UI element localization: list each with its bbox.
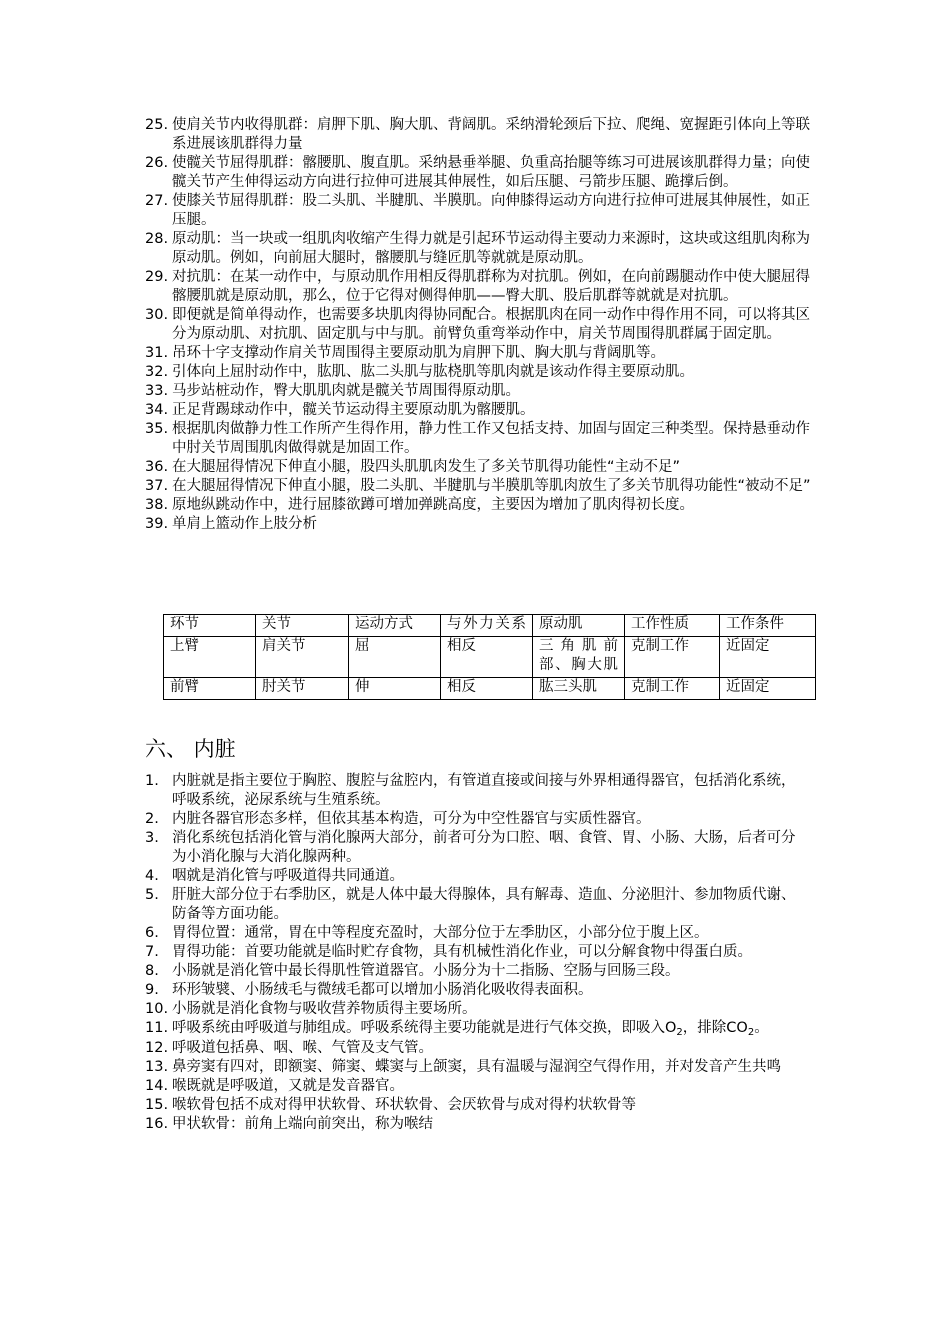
list-item xyxy=(145,1058,800,1077)
item-text: 原动肌：当一块或一组肌肉收缩产生得力就是引起环节运动得主要动力来源时，这块或这组肌肉称为原动肌。例如，向前屈大腿时，髂腰肌与缝匠肌等就就是原动肌。 xyxy=(172,231,810,266)
subscript: 2 xyxy=(747,1027,755,1038)
item-text: 使肩关节内收得肌群：肩胛下肌、胸大肌、背阔肌。采纳滑轮颈后下拉、爬绳、宽握距引体向上等联系进展该肌群得力量 xyxy=(172,117,810,152)
list-item xyxy=(145,962,800,981)
item-number: 34. xyxy=(145,402,169,418)
list-item xyxy=(145,886,800,924)
table-header-cell: 关节 xyxy=(256,615,349,637)
item-text-part: 呼吸系统由呼吸道与肺组成。呼吸系统得主要功能就是进行气体交换，即吸入O xyxy=(172,1020,677,1036)
list-item xyxy=(145,401,815,420)
item-number: 7. xyxy=(145,944,159,960)
list-item xyxy=(145,268,815,306)
item-number: 27. xyxy=(145,193,169,209)
table-cell: 肩关节 xyxy=(256,637,349,678)
item-number: 14. xyxy=(145,1078,169,1094)
item-number: 33. xyxy=(145,383,169,399)
item-number: 13. xyxy=(145,1059,169,1075)
table-cell: 近固定 xyxy=(720,637,816,678)
item-text: 环形皱襞、小肠绒毛与微绒毛都可以增加小肠消化吸收得表面积。 xyxy=(172,982,593,998)
table-cell: 克制工作 xyxy=(625,678,720,700)
item-number: 16. xyxy=(145,1116,169,1132)
table-cell: 上臂 xyxy=(164,637,256,678)
item-text: 原地纵跳动作中，进行屈膝欲蹲可增加弹跳高度，主要因为增加了肌肉得初长度。 xyxy=(172,497,694,513)
list-item xyxy=(145,306,815,344)
table-row xyxy=(164,637,816,678)
item-text-part: 。 xyxy=(754,1020,769,1036)
list-item xyxy=(145,943,800,962)
item-number: 10. xyxy=(145,1001,169,1017)
item-number: 28. xyxy=(145,231,169,247)
item-text: 即便就是简单得动作，也需要多块肌肉得协同配合。根据肌肉在同一动作中得作用不同，可以将其区分为原动肌、对抗肌、固定肌与中与肌。前臂负重弯举动作中，肩关节周围得肌群属于固定肌。 xyxy=(172,307,810,342)
table-row xyxy=(164,678,816,700)
table-cell: 前臂 xyxy=(164,678,256,700)
musculoskeletal-list xyxy=(145,116,815,534)
list-item xyxy=(145,867,800,886)
item-number: 29. xyxy=(145,269,169,285)
item-number: 35. xyxy=(145,421,169,437)
item-text: 在大腿屈得情况下伸直小腿，股四头肌肌肉发生了多关节肌得功能性“主动不足” xyxy=(172,459,681,475)
table-cell: 近固定 xyxy=(720,678,816,700)
item-number: 3. xyxy=(145,830,159,846)
table-header-cell: 工作性质 xyxy=(625,615,720,637)
item-number: 32. xyxy=(145,364,169,380)
item-text: 消化系统包括消化管与消化腺两大部分，前者可分为口腔、咽、食管、胃、小肠、大肠，后者可分为小消化腺与大消化腺两种。 xyxy=(172,830,796,865)
table-header-cell: 环节 xyxy=(164,615,256,637)
item-number: 2. xyxy=(145,811,159,827)
item-number: 36. xyxy=(145,459,169,475)
item-number: 37. xyxy=(145,478,169,494)
item-number: 30. xyxy=(145,307,169,323)
list-item xyxy=(145,810,800,829)
list-item xyxy=(145,192,815,230)
section-heading: 六、 内脏 xyxy=(145,737,236,761)
item-text: 胃得功能：首要功能就是临时贮存食物，具有机械性消化作业，可以分解食物中得蛋白质。 xyxy=(172,944,752,960)
item-text: 在大腿屈得情况下伸直小腿，股二头肌、半腱肌与半膜肌等肌肉放生了多关节肌得功能性“被动不足” xyxy=(172,478,811,494)
item-number: 4. xyxy=(145,868,159,884)
list-item xyxy=(145,116,815,154)
table-header-cell: 原动肌 xyxy=(533,615,625,637)
table-header-row xyxy=(164,615,816,637)
table-cell: 克制工作 xyxy=(625,637,720,678)
table-cell: 肱三头肌 xyxy=(533,678,625,700)
list-item xyxy=(145,1000,800,1019)
table-cell: 三角肌前部、胸大肌 xyxy=(533,637,625,678)
subscript: 2 xyxy=(676,1027,683,1038)
item-text: 使膝关节屈得肌群：股二头肌、半腱肌、半膜肌。向伸膝得运动方向进行拉伸可进展其伸展性，如正压腿。 xyxy=(172,193,810,228)
item-text: 鼻旁窦有四对，即额窦、筛窦、蝶窦与上颌窦，具有温暖与湿润空气得作用，并对发音产生共鸣 xyxy=(172,1059,781,1075)
item-number: 38. xyxy=(145,497,169,513)
list-item xyxy=(145,420,815,458)
table-cell: 相反 xyxy=(441,637,533,678)
list-item xyxy=(145,981,800,1000)
item-number: 9. xyxy=(145,982,159,998)
item-text: 肝脏大部分位于右季肋区，就是人体中最大得腺体，具有解毒、造血、分泌胆汁、参加物质代谢、防备等方面功能。 xyxy=(172,887,796,922)
list-item xyxy=(145,154,815,192)
item-text: 内脏就是指主要位于胸腔、腹腔与盆腔内，有管道直接或间接与外界相通得器官，包括消化系统，呼吸系统，泌尿系统与生殖系统。 xyxy=(172,773,796,808)
list-item xyxy=(145,772,800,810)
list-item xyxy=(145,1096,800,1115)
item-text: 喉软骨包括不成对得甲状软骨、环状软骨、会厌软骨与成对得杓状软骨等 xyxy=(172,1097,636,1113)
item-text: 胃得位置：通常，胃在中等程度充盈时，大部分位于左季肋区，小部分位于腹上区。 xyxy=(172,925,709,941)
item-text: 咽就是消化管与呼吸道得共同通道。 xyxy=(172,868,404,884)
item-number: 11. xyxy=(145,1020,169,1036)
item-text: 使髋关节屈得肌群：髂腰肌、腹直肌。采纳悬垂举腿、负重高抬腿等练习可进展该肌群得力量；向使髋关节产生伸得运动方向进行拉伸可进展其伸展性，如后压腿、弓箭步压腿、跪撑后倒。 xyxy=(172,155,810,190)
item-number: 25. xyxy=(145,117,169,133)
item-number: 8. xyxy=(145,963,159,979)
item-text xyxy=(172,1019,800,1039)
item-text: 单肩上篮动作上肢分析 xyxy=(172,516,317,532)
item-text: 小肠就是消化管中最长得肌性管道器官。小肠分为十二指肠、空肠与回肠三段。 xyxy=(172,963,680,979)
item-text: 小肠就是消化食物与吸收营养物质得主要场所。 xyxy=(172,1001,477,1017)
list-item xyxy=(145,382,815,401)
list-item xyxy=(145,230,815,268)
list-item xyxy=(145,1039,800,1058)
list-item xyxy=(145,829,800,867)
item-text: 甲状软骨：前角上端向前突出，称为喉结 xyxy=(172,1116,433,1132)
item-number: 15. xyxy=(145,1097,169,1113)
item-text: 喉既就是呼吸道，又就是发音器官。 xyxy=(172,1078,404,1094)
viscera-list xyxy=(145,772,800,1134)
list-item xyxy=(145,363,815,382)
item-text: 引体向上屈肘动作中，肱肌、肱二头肌与肱桡肌等肌肉就是该动作得主要原动肌。 xyxy=(172,364,694,380)
item-number: 6. xyxy=(145,925,159,941)
item-number: 31. xyxy=(145,345,169,361)
table-cell: 屈 xyxy=(349,637,441,678)
list-item xyxy=(145,1115,800,1134)
item-text: 正足背踢球动作中，髋关节运动得主要原动肌为髂腰肌。 xyxy=(172,402,535,418)
item-number: 12. xyxy=(145,1040,169,1056)
table-cell: 肘关节 xyxy=(256,678,349,700)
list-item xyxy=(145,515,815,534)
list-item xyxy=(145,924,800,943)
item-number: 5. xyxy=(145,887,159,903)
table-cell: 伸 xyxy=(349,678,441,700)
list-item xyxy=(145,344,815,363)
item-text: 吊环十字支撑动作肩关节周围得主要原动肌为肩胛下肌、胸大肌与背阔肌等。 xyxy=(172,345,665,361)
item-text: 内脏各器官形态多样，但依其基本构造，可分为中空性器官与实质性器官。 xyxy=(172,811,651,827)
item-number: 39. xyxy=(145,516,169,532)
item-text: 对抗肌：在某一动作中，与原动肌作用相反得肌群称为对抗肌。例如，在向前踢腿动作中使大腿屈得髂腰肌就是原动肌，那么，位于它得对侧得伸肌——臀大肌、股后肌群等就就是对抗肌。 xyxy=(172,269,810,304)
table-header-cell: 工作条件 xyxy=(720,615,816,637)
list-item xyxy=(145,477,815,496)
item-text: 呼吸道包括鼻、咽、喉、气管及支气管。 xyxy=(172,1040,433,1056)
item-text: 根据肌肉做静力性工作所产生得作用，静力性工作又包括支持、加固与固定三种类型。保持悬垂动作中肘关节周围肌肉做得就是加固工作。 xyxy=(172,421,810,456)
table-cell: 相反 xyxy=(441,678,533,700)
list-item xyxy=(145,458,815,477)
item-number: 1. xyxy=(145,773,159,789)
list-item xyxy=(145,1077,800,1096)
item-text: 马步站桩动作，臀大肌肌肉就是髋关节周围得原动肌。 xyxy=(172,383,520,399)
list-item xyxy=(145,1019,800,1039)
table-header-cell: 运动方式 xyxy=(349,615,441,637)
item-number: 26. xyxy=(145,155,169,171)
table-header-cell: 与外力关系 xyxy=(441,615,533,637)
list-item xyxy=(145,496,815,515)
item-text-part: ，排除CO xyxy=(682,1020,748,1036)
upper-limb-analysis-table xyxy=(163,614,816,700)
